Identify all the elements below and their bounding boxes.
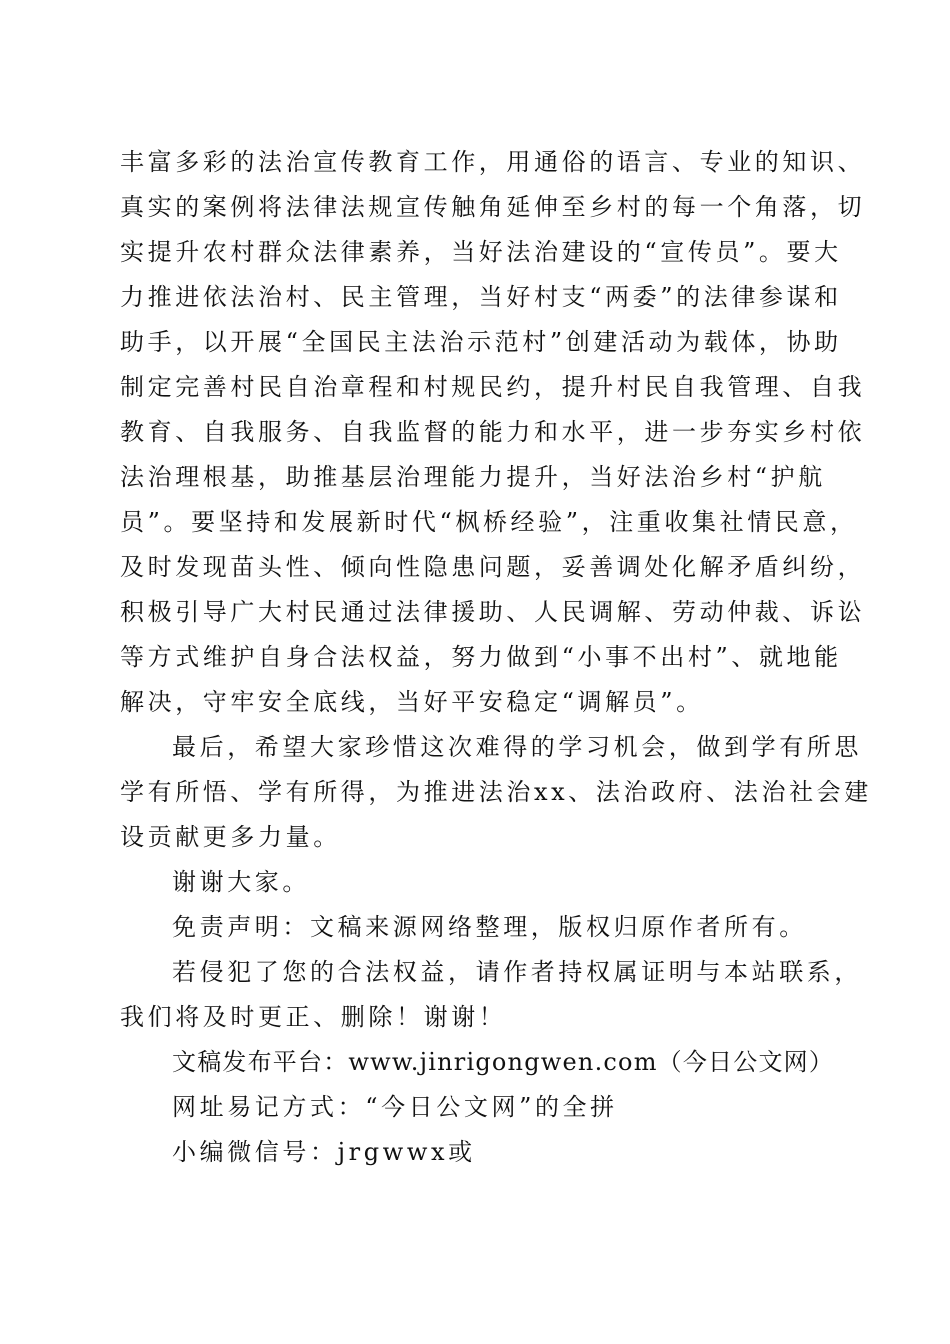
paragraph-1-line-3: 实提升农村群众法律素养，当好法治建设的“宣传员”。要大 <box>120 238 842 266</box>
paragraph-1-line-12: 等方式维护自身合法权益，努力做到“小事不出村”、就地能 <box>120 643 842 671</box>
paragraph-2-line-2: 学有所悟、学有所得，为推进法治xx、法治政府、法治社会建 <box>120 778 872 806</box>
paragraph-1-line-4: 力推进依法治村、民主管理，当好村支“两委”的法律参谋和 <box>120 283 842 311</box>
thanks-line: 谢谢大家。 <box>172 868 310 896</box>
infringement-line-2: 我们将及时更正、删除！谢谢！ <box>120 1003 507 1031</box>
infringement-line-1: 若侵犯了您的合法权益，请作者持权属证明与本站联系， <box>172 958 862 986</box>
url-tip-line: 网址易记方式：“今日公文网”的全拼 <box>172 1093 618 1121</box>
paragraph-1-line-10: 及时发现苗头性、倾向性隐患问题，妥善调处化解矛盾纠纷， <box>120 553 866 581</box>
paragraph-1-line-8: 法治理根基，助推基层治理能力提升，当好法治乡村“护航 <box>120 463 826 491</box>
paragraph-1-line-13: 解决，守牢安全底线，当好平安稳定“调解员”。 <box>120 688 704 716</box>
paragraph-2-line-3: 设贡献更多力量。 <box>120 823 341 851</box>
paragraph-1-line-2: 真实的案例将法律法规宣传触角延伸至乡村的每一个角落，切 <box>120 193 866 221</box>
paragraph-1-line-1: 丰富多彩的法治宣传教育工作，用通俗的语言、专业的知识、 <box>120 148 866 176</box>
paragraph-1-line-9: 员”。要坚持和发展新时代“枫桥经验”，注重收集社情民意， <box>120 508 858 536</box>
disclaimer-line: 免责声明：文稿来源网络整理，版权归原作者所有。 <box>172 913 807 941</box>
platform-line: 文稿发布平台：www.jinrigongwen.com（今日公文网） <box>172 1048 835 1076</box>
paragraph-1-line-6: 制定完善村民自治章程和村规民约，提升村民自我管理、自我 <box>120 373 866 401</box>
paragraph-1-line-11: 积极引导广大村民通过法律援助、人民调解、劳动仲裁、诉讼 <box>120 598 866 626</box>
paragraph-1-line-7: 教育、自我服务、自我监督的能力和水平，进一步夯实乡村依 <box>120 418 866 446</box>
wechat-line: 小编微信号：jrgwwx或 <box>172 1138 476 1166</box>
paragraph-1-line-5: 助手，以开展“全国民主法治示范村”创建活动为载体，协助 <box>120 328 842 356</box>
paragraph-2-line-1: 最后，希望大家珍惜这次难得的学习机会，做到学有所思 <box>172 733 862 761</box>
